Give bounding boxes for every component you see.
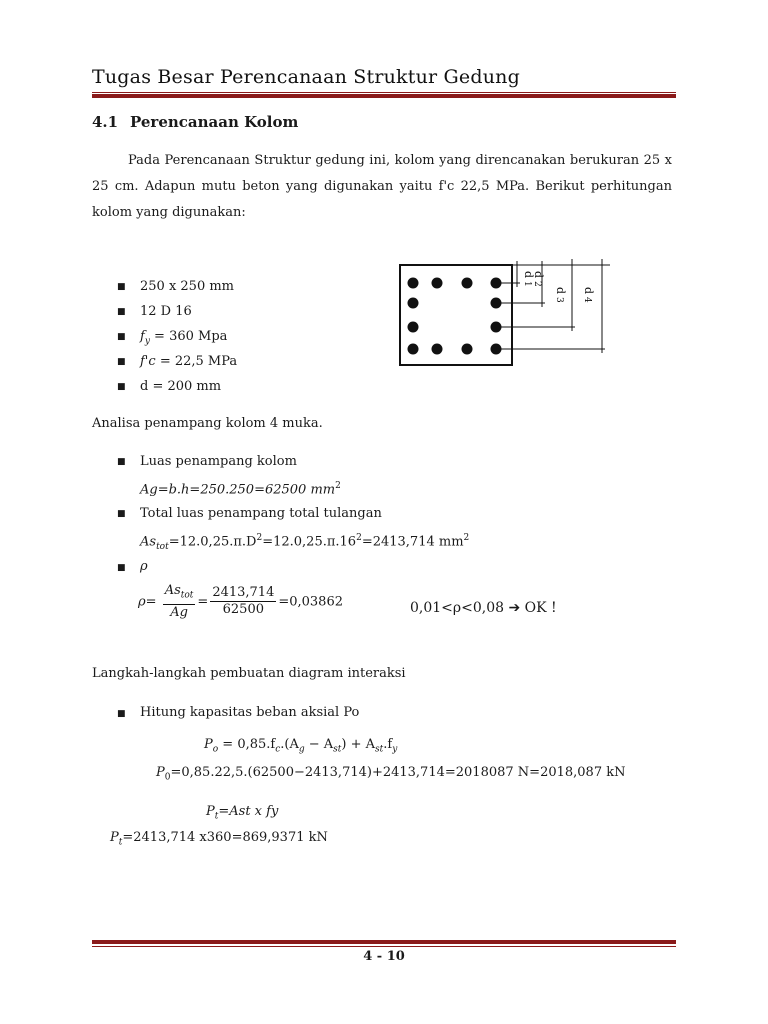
- rebar-dot: [462, 278, 473, 289]
- rho-num-a: As: [164, 583, 181, 598]
- header-rule-thick: [92, 94, 676, 98]
- rebar-dot: [408, 322, 419, 333]
- bullet-icon: ■: [117, 332, 126, 342]
- po-ast-sub: st: [333, 744, 342, 755]
- fy-value: = 360 Mpa: [154, 329, 228, 344]
- rebar-dot: [432, 344, 443, 355]
- dim-label-d4: d: [582, 287, 595, 295]
- po-ag-sub: g: [298, 744, 305, 755]
- luas-formula-exp: 2: [335, 481, 341, 491]
- luas-formula-text: Ag=b.h=250.250=62500 mm: [140, 482, 336, 498]
- pt-calc-sub: t: [118, 837, 123, 848]
- pt-p: P: [206, 804, 215, 819]
- header-rule-thin: [92, 92, 676, 93]
- pt-formula: [206, 804, 278, 822]
- bullet-icon: ■: [117, 382, 126, 392]
- rho-check: 0,01<ρ<0,08 ➔ OK !: [410, 600, 557, 616]
- luas-label: Luas penampang kolom: [140, 454, 297, 469]
- po-rest: = 0,85.f: [218, 737, 276, 752]
- po-fc-sub: c: [275, 744, 281, 755]
- dim-label-d1-sub: 1: [522, 281, 532, 287]
- dimension-labels: [522, 271, 595, 303]
- fy-subscript: y: [144, 336, 150, 347]
- luas-formula: [140, 481, 341, 497]
- section-heading: [92, 113, 298, 131]
- rho-fraction-2: [210, 585, 276, 618]
- spec-item-dimension: 250 x 250 mm: [140, 279, 235, 294]
- rebar-dot: [462, 344, 473, 355]
- pt-calculation: [110, 830, 328, 848]
- dimension-lines: [496, 259, 610, 353]
- rebar-dot: [408, 298, 419, 309]
- page-number: 4 - 10: [363, 949, 405, 964]
- pt-calc-p: P: [110, 830, 119, 845]
- bullet-icon: ■: [117, 709, 126, 719]
- po-fy-sub: y: [392, 744, 398, 755]
- bullet-icon: ■: [117, 282, 126, 292]
- tulangan-exp-3: 2: [463, 533, 470, 543]
- rho-result: =0,03862: [278, 594, 343, 610]
- rho-num-sub: tot: [180, 590, 194, 601]
- tulangan-part-c: =12.0,25.π.16: [262, 534, 357, 550]
- bullet-icon: ■: [117, 457, 126, 467]
- tulangan-as-sub: tot: [156, 541, 169, 552]
- po-calc-p: P: [156, 765, 165, 780]
- fy-symbol: f: [140, 329, 145, 344]
- rho-lhs: ρ=: [138, 594, 157, 610]
- dim-label-d2-sub: 2: [532, 281, 542, 287]
- po-formula: [204, 737, 397, 755]
- spec-item-fy: [140, 329, 227, 347]
- pt-calc-rest: =2413,714 x360=869,9371 kN: [122, 830, 328, 845]
- tulangan-exp-2: 2: [356, 533, 362, 543]
- po-plus: ) + A: [341, 737, 376, 752]
- po-calc-sub: 0: [164, 772, 171, 783]
- tulangan-exp-1: 2: [256, 533, 263, 543]
- tulangan-as: As: [140, 534, 157, 550]
- document-header-title: Tugas Besar Perencanaan Struktur Gedung: [92, 66, 520, 88]
- po-ast2-sub: st: [375, 744, 384, 755]
- po-sub: o: [212, 744, 219, 755]
- tulangan-label: Total luas penampang total tulangan: [140, 506, 382, 521]
- footer-rule-thin: [92, 946, 676, 947]
- po-calc-rest: =0,85.22,5.(62500−2413,714)+2413,714=2018087 N=2018,087 kN: [170, 765, 626, 780]
- rebar-dots: [408, 278, 502, 355]
- po-label: Hitung kapasitas beban aksial Po: [140, 705, 360, 720]
- tulangan-part-b: =12.0,25.π.D: [168, 534, 257, 550]
- fc-value: = 22,5 MPa: [159, 354, 238, 369]
- dim-label-d3: d: [554, 287, 567, 295]
- rho-formula: ρ= $\frac{As_{tot}}{Ag}$ = $\frac{2413,714}{62500}$ =0,03862: [138, 583, 343, 620]
- bullet-icon: ■: [117, 357, 126, 367]
- fc-symbol: f'c: [140, 354, 156, 369]
- rho-den-b: 62500: [222, 602, 264, 618]
- dim-label-d4-sub: 4: [582, 297, 592, 303]
- po-tail: .(A: [280, 737, 299, 752]
- pt-rest: =Ast x fy: [218, 804, 279, 819]
- rho-num-b: 2413,714: [212, 585, 275, 601]
- spec-item-d: d = 200 mm: [140, 379, 222, 394]
- bullet-icon: ■: [117, 563, 126, 573]
- rho-symbol: ρ: [140, 559, 148, 574]
- dim-label-d2: d: [532, 271, 545, 279]
- analysis-intro: Analisa penampang kolom 4 muka.: [92, 416, 323, 431]
- dim-label-d1: d: [522, 271, 535, 279]
- bullet-icon: ■: [117, 509, 126, 519]
- bullet-icon: ■: [117, 307, 126, 317]
- section-title: Perencanaan Kolom: [130, 113, 299, 131]
- dim-label-d3-sub: 3: [554, 297, 564, 303]
- pt-sub: t: [214, 811, 219, 822]
- rebar-dot: [408, 278, 419, 289]
- po-calculation: [156, 765, 625, 783]
- column-section-diagram: [395, 255, 625, 375]
- tulangan-part-d: =2413,714 mm: [361, 534, 464, 550]
- rebar-dot: [408, 344, 419, 355]
- rho-fraction-1: [163, 583, 196, 621]
- intro-text: Pada Perencanaan Struktur gedung ini, kolom yang direncanakan berukuran 25 x 25 cm. Adapun mutu beton yang digunakan yaitu f'c 22,5 MPa. Berikut perhitungan kolom yang digunakan:: [92, 153, 672, 220]
- rho-label: [140, 559, 148, 574]
- po-end: .f: [383, 737, 393, 752]
- spec-item-rebar: 12 D 16: [140, 304, 192, 319]
- section-number: 4.1: [92, 113, 119, 131]
- spec-item-fc: [140, 354, 237, 369]
- rho-den-a: Ag: [170, 604, 188, 620]
- intro-paragraph: [92, 148, 672, 226]
- tulangan-formula: [140, 533, 469, 552]
- po-p: P: [204, 737, 213, 752]
- rebar-dot: [432, 278, 443, 289]
- footer-rule-thick: [92, 940, 676, 944]
- po-minus: − A: [304, 737, 334, 752]
- interaction-intro: Langkah-langkah pembuatan diagram interaksi: [92, 666, 406, 681]
